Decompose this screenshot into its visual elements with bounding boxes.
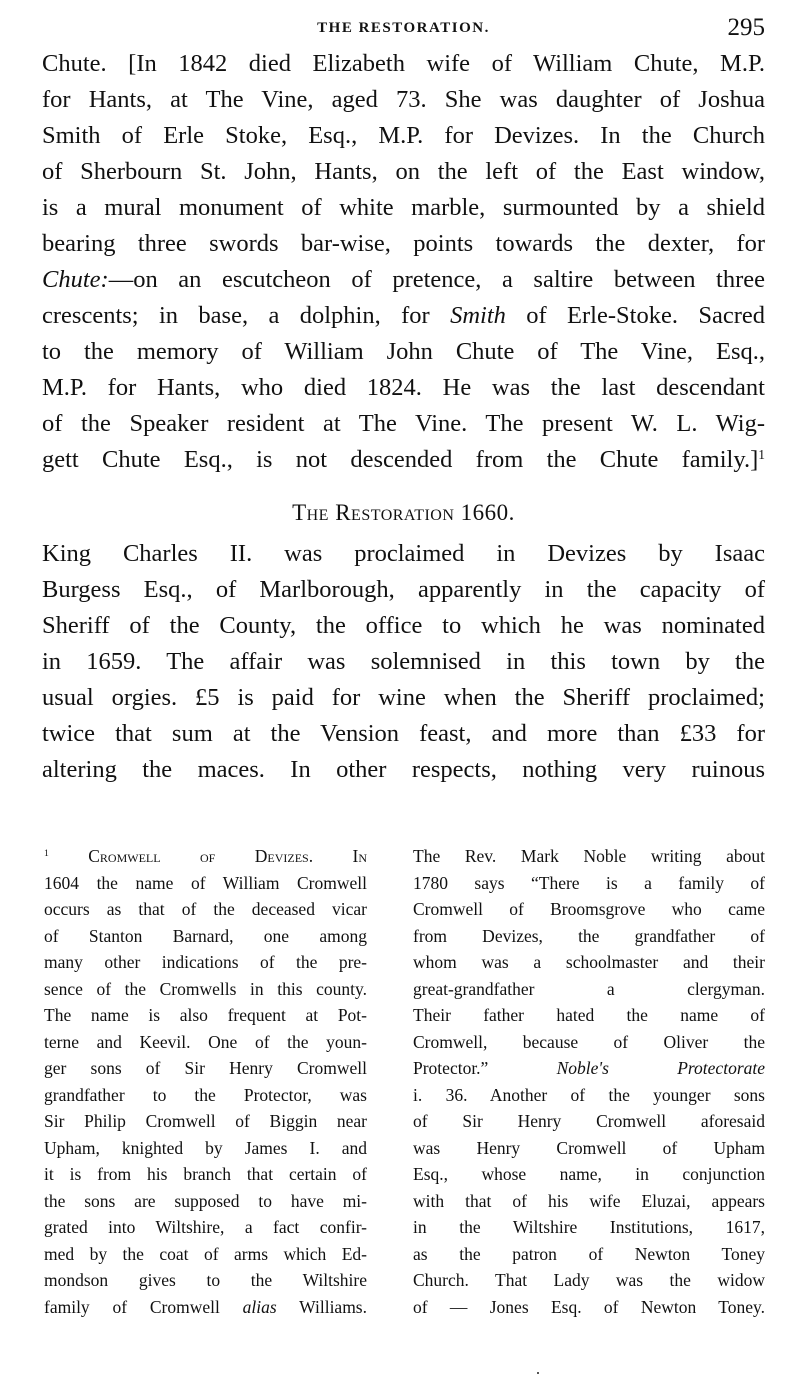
text-run: mondson gives to the Wiltshire: [44, 1270, 367, 1290]
footnote-marker: 1: [758, 446, 765, 462]
page-number: 295: [727, 14, 765, 41]
footnote-line: [44, 1188, 367, 1215]
text-run: of Sherbourn St. John, Hants, on the left of the East window,: [42, 158, 765, 185]
text-line: [42, 82, 765, 118]
text-line: [42, 334, 765, 370]
footnote-line: [44, 1267, 367, 1294]
footnote-line: [413, 1029, 765, 1056]
text-line: [42, 118, 765, 154]
footnote-line: [44, 843, 367, 870]
text-run: Esq., whose name, in conjunction: [413, 1164, 765, 1184]
text-run: in the Wiltshire Institutions, 1617,: [413, 1217, 765, 1237]
footnote-line: [44, 949, 367, 976]
text-line: [42, 190, 765, 226]
footnote-line: [413, 923, 765, 950]
paragraph-chute: [42, 46, 765, 478]
footnote-line: [44, 1241, 367, 1268]
text-line: [42, 752, 765, 788]
footnote-line: [413, 1108, 765, 1135]
footnote-line: [413, 870, 765, 897]
text-run: great-grandfather a clergyman.: [413, 978, 765, 999]
text-run: Protector.”: [413, 1058, 557, 1078]
footnote-line: [413, 1188, 765, 1215]
text-line: [42, 154, 765, 190]
main-text: [42, 46, 765, 788]
text-run: Burgess Esq., of Marlborough, apparently in the capacity of: [42, 576, 765, 603]
text-run: 1604 the name of William Cromwell: [44, 872, 367, 893]
text-run: Chute. [In 1842 died Elizabeth wife of William Chute, M.P.: [42, 50, 765, 77]
text-run: Cromwell of Devizes. In: [48, 846, 367, 866]
text-run: grandfather to the Protector, was: [44, 1084, 367, 1105]
text-run: Upham, knighted by James I. and: [44, 1137, 367, 1158]
text-run: as the patron of Newton Toney: [413, 1243, 765, 1264]
text-line: [42, 298, 765, 334]
footnote-right-column: [413, 843, 765, 1320]
text-run: The Rev. Mark Noble writing about: [413, 846, 765, 866]
footnote-line: [413, 1161, 765, 1188]
text-line: [42, 608, 765, 644]
text-line: [42, 644, 765, 680]
footnote-line: [413, 843, 765, 870]
text-run: Sir Philip Cromwell of Biggin near: [44, 1111, 367, 1131]
text-run: King Charles II. was proclaimed in Devizes by Isaac: [42, 540, 765, 567]
footnote-line: [44, 870, 367, 897]
footnote-line: [44, 1002, 367, 1029]
footnote-line: [44, 976, 367, 1003]
text-run: occurs as that of the deceased vicar: [44, 899, 367, 919]
text-run: of Erle-Stoke. Sacred: [505, 302, 765, 329]
text-run: whom was a schoolmaster and their: [413, 952, 765, 972]
text-run: in 1659. The affair was solemnised in this town by the: [42, 648, 765, 675]
text-run: The name is also frequent at Pot-: [44, 1005, 367, 1025]
text-run: from Devizes, the grandfather of: [413, 925, 765, 946]
text-run: Their father hated the name of: [413, 1005, 765, 1025]
running-head-title: THE RESTORATION.: [317, 20, 490, 36]
footnote-line: [44, 1029, 367, 1056]
text-line: [42, 226, 765, 262]
text-run: of Sir Henry Cromwell aforesaid: [413, 1111, 765, 1131]
footnote-line: [44, 1135, 367, 1162]
footnote-line: [413, 1082, 765, 1109]
text-run: many other indications of the pre-: [44, 952, 367, 972]
text-run: grated into Wiltshire, a fact confir-: [44, 1217, 367, 1237]
text-line: [42, 572, 765, 608]
text-run: to the memory of William John Chute of The Vine, Esq.,: [42, 338, 765, 365]
text-run: M.P. for Hants, who died 1824. He was the last descendant: [42, 374, 765, 401]
text-run: terne and Keevil. One of the youn-: [44, 1031, 367, 1052]
footnote-line: [44, 923, 367, 950]
text-run: of — Jones Esq. of Newton Toney.: [413, 1296, 765, 1317]
footnote-line: [44, 896, 367, 923]
scan-speck: [537, 1372, 539, 1374]
text-run: Williams.: [276, 1296, 367, 1317]
text-run: is a mural monument of white marble, surmounted by a shield: [42, 194, 765, 221]
text-run: Cromwell, because of Oliver the: [413, 1031, 765, 1052]
text-line: [42, 262, 765, 298]
text-run: of the Speaker resident at The Vine. The present W. L. Wig-: [42, 410, 765, 437]
text-run: was Henry Cromwell of Upham: [413, 1137, 765, 1158]
text-line: [42, 716, 765, 752]
text-run: Sheriff of the County, the office to which he was nominated: [42, 612, 765, 639]
text-run: med by the coat of arms which Ed-: [44, 1243, 367, 1264]
footnote-line: [413, 1267, 765, 1294]
footnote-line: [44, 1082, 367, 1109]
running-head: [42, 14, 765, 44]
text-run: —on an escutcheon of pretence, a saltire between three: [108, 266, 765, 293]
text-run: ger sons of Sir Henry Cromwell: [44, 1058, 367, 1078]
footnote-line: [44, 1214, 367, 1241]
footnote-line: [44, 1161, 367, 1188]
footnote-line: [413, 1135, 765, 1162]
footnote-line: [413, 896, 765, 923]
footnote-line: [44, 1055, 367, 1082]
text-run: sence of the Cromwells in this county.: [44, 978, 367, 999]
text-line: [42, 536, 765, 572]
footnote-line: [44, 1108, 367, 1135]
footnote-line: [413, 1241, 765, 1268]
footnote-line: [413, 1002, 765, 1029]
italic-text: Noble's Protectorate: [556, 1058, 766, 1078]
text-run: with that of his wife Eluzai, appears: [413, 1190, 765, 1211]
text-run: crescents; in base, a dolphin, for: [42, 302, 451, 329]
text-run: bearing three swords bar-wise, points towards the dexter, for: [42, 230, 765, 257]
footnote-line: [413, 1214, 765, 1241]
footnote-left-column: [44, 843, 367, 1320]
italic-text: Chute:: [42, 266, 109, 293]
text-run: Church. That Lady was the widow: [413, 1270, 765, 1290]
text-line: [42, 370, 765, 406]
text-run: of Stanton Barnard, one among: [44, 925, 367, 946]
text-run: altering the maces. In other respects, nothing very ruinous: [42, 756, 765, 783]
text-run: 1780 says “There is a family of: [413, 872, 765, 893]
text-line: [42, 680, 765, 716]
text-run: the sons are supposed to have mi-: [44, 1190, 367, 1211]
text-run: Cromwell of Broomsgrove who came: [413, 899, 765, 919]
text-run: for Hants, at The Vine, aged 73. She was daughter of Joshua: [42, 86, 765, 113]
paragraph-restoration: [42, 536, 765, 788]
italic-text: alias: [242, 1296, 277, 1317]
text-run: it is from his branch that certain of: [44, 1164, 367, 1184]
text-run: gett Chute Esq., is not descended from the Chute family.]: [42, 446, 759, 473]
text-run: Smith of Erle Stoke, Esq., M.P. for Devizes. In the Church: [42, 122, 765, 149]
footnote-line: [413, 1294, 765, 1321]
footnote-marker: 1: [44, 848, 49, 860]
text-line: [42, 406, 765, 442]
section-heading: The Restoration 1660.: [292, 500, 515, 525]
text-line: [42, 442, 765, 478]
text-line: [42, 46, 765, 82]
footnote-line: [44, 1294, 367, 1321]
text-run: usual orgies. £5 is paid for wine when the Sheriff proclaimed;: [42, 684, 765, 711]
italic-text: Smith: [450, 302, 506, 329]
footnote-line: [413, 949, 765, 976]
text-run: twice that sum at the Vension feast, and more than £33 for: [42, 720, 765, 747]
footnote-line: [413, 1055, 765, 1082]
text-run: i. 36. Another of the younger sons: [413, 1084, 765, 1105]
footnote-line: [413, 976, 765, 1003]
text-run: family of Cromwell: [44, 1296, 243, 1317]
